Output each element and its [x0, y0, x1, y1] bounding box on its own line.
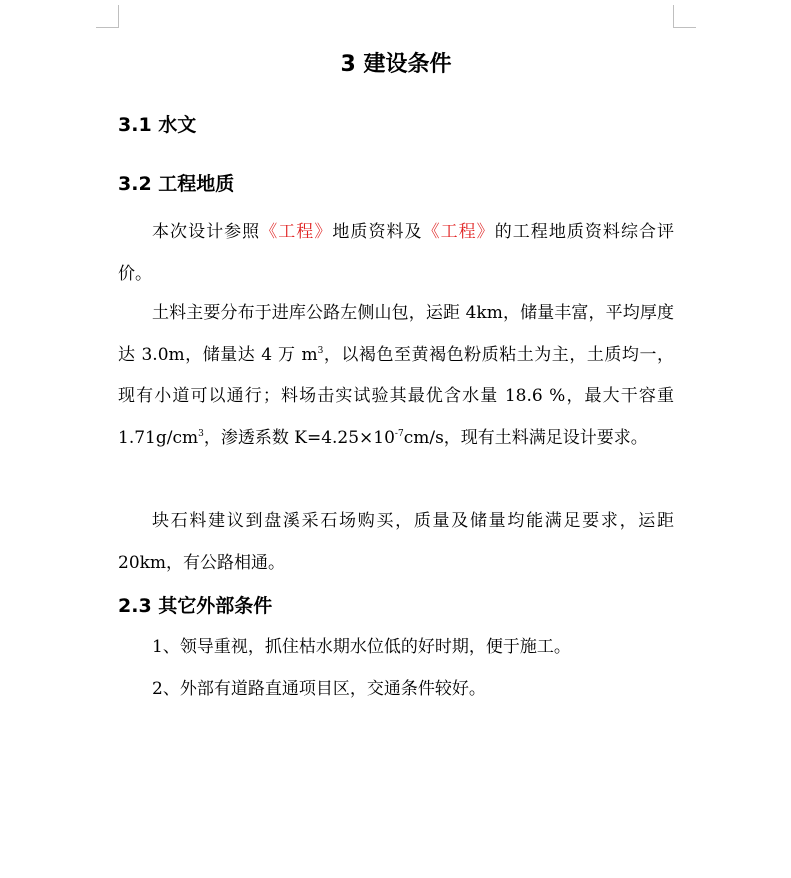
text-span: ，渗透系数 K=4.25×10	[203, 427, 395, 448]
section-heading-hydrology: 3.1 水文	[118, 114, 197, 136]
superscript: 3	[198, 428, 204, 439]
text-span: 的工程地质资料综合评价。	[118, 222, 675, 284]
section-heading-geology: 3.2 工程地质	[118, 173, 235, 195]
list-item: 1、领导重视，抓住枯水期水位低的好时期，便于施工。	[152, 637, 571, 657]
project-reference-1: 《工程》	[260, 222, 333, 242]
superscript: 3	[317, 345, 324, 356]
superscript: -7	[394, 428, 404, 439]
project-reference-2: 《工程》	[422, 222, 495, 242]
geology-paragraph-2	[118, 293, 674, 459]
geology-paragraph-1	[118, 212, 674, 295]
text-span: 本次设计参照	[152, 222, 261, 242]
chapter-title: 3 建设条件	[340, 52, 452, 77]
section-heading-external-conditions: 2.3 其它外部条件	[118, 595, 273, 617]
text-span: cm/s，现有土料满足设计要求。	[403, 427, 648, 448]
text-span: ，以褐色至黄褐色粉质粘土为主，土质均一，现有小道可以通行；料场击实试验其最优含水量 18.6 %，最大干容重 1.71g/cm	[118, 344, 675, 448]
list-item: 2、外部有道路直通项目区，交通条件较好。	[152, 679, 486, 699]
geology-paragraph-3: 块石料建议到盘溪采石场购买，质量及储量均能满足要求，运距 20km，有公路相通。	[118, 511, 674, 573]
top-right-margin-mark	[673, 5, 696, 28]
text-span: 土料主要分布于进库公路左侧山包，运距 4km，储量丰富，平均厚度达 3.0m，储量达 4 万 m	[118, 303, 674, 365]
top-left-margin-mark	[96, 5, 119, 28]
text-span: 地质资料及	[332, 222, 423, 242]
